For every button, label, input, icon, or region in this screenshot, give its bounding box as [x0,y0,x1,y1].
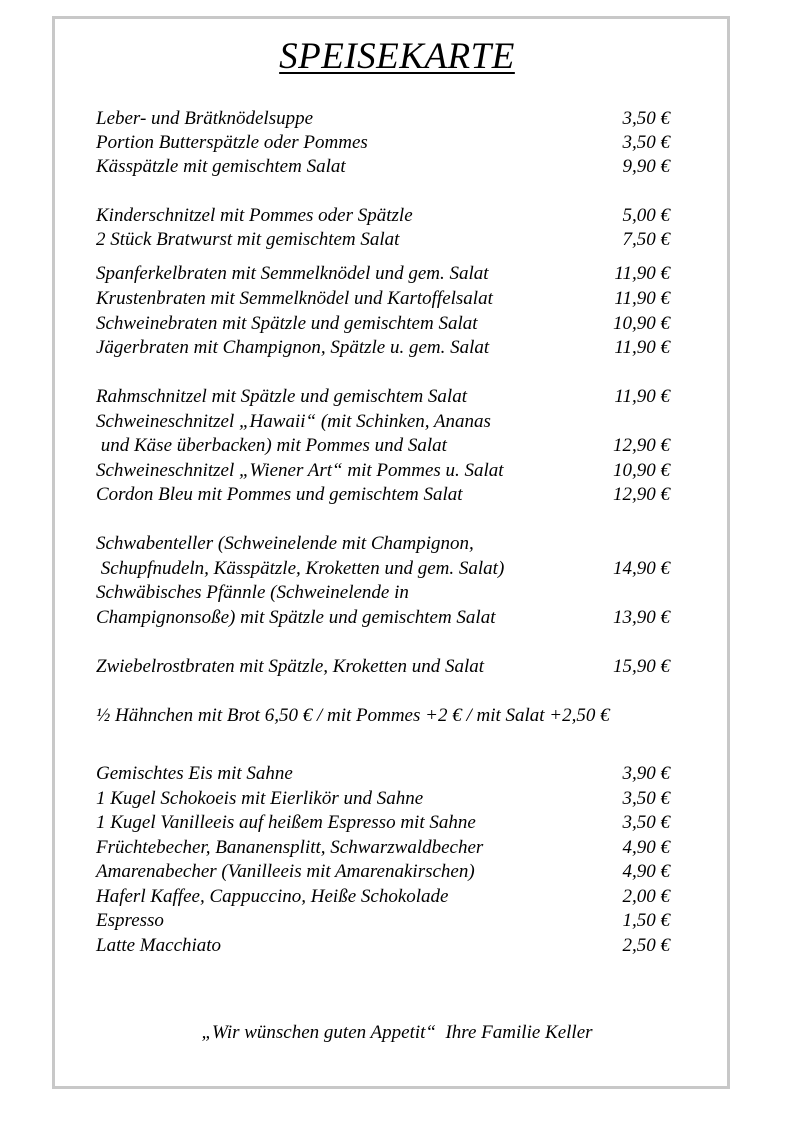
menu-item-price: 12,90 € [613,484,670,505]
menu-item-price: 1,50 € [622,910,670,931]
menu-item-price: 4,90 € [622,837,670,858]
menu-item-text: Kinderschnitzel mit Pommes oder Spätzle [96,205,413,226]
menu-item-price: 3,50 € [622,788,670,809]
menu-item-text: und Käse überbacken) mit Pommes und Salat [96,435,447,456]
menu-item-text: Champignonsoße) mit Spätzle und gemischtem Salat [96,607,496,628]
menu-item-price: 3,90 € [622,763,670,784]
menu-item-text: Portion Butterspätzle oder Pommes [96,132,368,153]
menu-item-price: 3,50 € [622,132,670,153]
menu-item-text: Schweinebraten mit Spätzle und gemischtem Salat [96,313,478,334]
menu-item-price: 10,90 € [613,313,670,334]
menu-item-text: Jägerbraten mit Champignon, Spätzle u. gem. Salat [96,337,490,358]
menu-item-text: Krustenbraten mit Semmelknödel und Kartoffelsalat [96,288,493,309]
menu-item-text: Haferl Kaffee, Cappuccino, Heiße Schokolade [96,886,449,907]
menu-item-text: Spanferkelbraten mit Semmelknödel und gem. Salat [96,263,489,284]
menu-item-text: Schwäbisches Pfännle (Schweinelende in [96,582,409,603]
menu-item-price: 3,50 € [622,812,670,833]
menu-item-text: Cordon Bleu mit Pommes und gemischtem Salat [96,484,463,505]
menu-item-text: 1 Kugel Vanilleeis auf heißem Espresso mit Sahne [96,812,476,833]
menu-item-text: Schweineschnitzel „Hawaii“ (mit Schinken, Ananas [96,411,491,432]
menu-item-text: Früchtebecher, Bananensplitt, Schwarzwaldbecher [96,837,484,858]
menu-item-price: 4,90 € [622,861,670,882]
menu-item-text: Gemischtes Eis mit Sahne [96,763,293,784]
menu-item-price: 3,50 € [622,108,670,129]
menu-item-text: Espresso [96,910,164,931]
menu-item-text: Schupfnudeln, Kässpätzle, Kroketten und gem. Salat) [96,558,505,579]
menu-item-text: Amarenabecher (Vanilleeis mit Amarenakirschen) [96,861,475,882]
menu-item-price: 11,90 € [614,386,670,407]
menu-item-text: Leber- und Brätknödelsuppe [96,108,314,129]
menu-item-price: 7,50 € [622,229,670,250]
menu-item-text: Latte Macchiato [96,935,222,956]
menu-item-text: Schwabenteller (Schweinelende mit Champignon, [96,533,474,554]
menu-item-text: Kässpätzle mit gemischtem Salat [96,156,346,177]
menu-item-price: 14,90 € [613,558,670,579]
menu-item-text: Zwiebelrostbraten mit Spätzle, Kroketten und Salat [96,656,485,677]
menu-item-text: 1 Kugel Schokoeis mit Eierlikör und Sahne [96,788,424,809]
menu-item-price: 15,90 € [613,656,670,677]
menu-item-price: 11,90 € [614,337,670,358]
menu-item-price: 12,90 € [613,435,670,456]
menu-item-price: 11,90 € [614,263,670,284]
footer-greeting: „Wir wünschen guten Appetit“ Ihre Familie Keller [201,1022,593,1043]
menu-item-text: ½ Hähnchen mit Brot 6,50 € / mit Pommes +2 € / mit Salat +2,50 € [96,705,610,726]
menu-item-price: 10,90 € [613,460,670,481]
page-title: SPEISEKARTE [279,36,515,77]
menu-item-text: Rahmschnitzel mit Spätzle und gemischtem Salat [96,386,467,407]
menu-item-price: 5,00 € [622,205,670,226]
menu-item-price: 2,50 € [622,935,670,956]
menu-item-price: 11,90 € [614,288,670,309]
menu-item-text: 2 Stück Bratwurst mit gemischtem Salat [96,229,400,250]
menu-item-price: 9,90 € [622,156,670,177]
menu-item-price: 2,00 € [622,886,670,907]
menu-item-price: 13,90 € [613,607,670,628]
menu-item-text: Schweineschnitzel „Wiener Art“ mit Pommes u. Salat [96,460,504,481]
